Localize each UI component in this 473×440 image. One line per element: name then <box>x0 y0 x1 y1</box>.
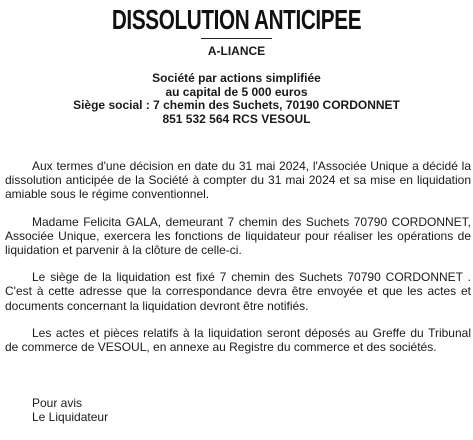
paragraph-filing: Les actes et pièces relatifs à la liquidation seront déposés au Greffe du Tribunal de commerce de VESOUL, en annexe au Registre du commerce et des sociétés. <box>5 325 471 355</box>
registered-office: Siège social : 7 chemin des Suchets, 70190 CORDONNET <box>73 98 400 112</box>
signature-liquidator: Le Liquidateur <box>32 410 109 425</box>
legal-form: Société par actions simplifiée <box>152 71 321 85</box>
paragraph-liquidation-seat: Le siège de la liquidation est fixé 7 chemin des Suchets 70790 CORDONNET . C'est à cette adresse que la correspondance devra être envoyée et que les actes et documents concernant la liquidation devront être notifiés. <box>5 270 471 313</box>
notice-title: DISSOLUTION ANTICIPEE <box>111 4 362 35</box>
rcs-registration: 851 532 564 RCS VESOUL <box>162 111 311 126</box>
paragraph-liquidator: Madame Felicita GALA, demeurant 7 chemin des Suchets 70790 CORDONNET, Associée Unique, exercera les fonctions de liquidateur pour réaliser les opérations de liquidation et parvenir à la clôture de celle-ci. <box>5 214 471 258</box>
notice-body <box>5 159 471 367</box>
signature-pour-avis: Pour avis <box>32 396 83 410</box>
company-info-block <box>0 72 473 126</box>
paragraph-decision: Aux termes d'une décision en date du 31 mai 2024, l'Associée Unique a décidé la dissolution anticipée de la Société à compter du 31 mai 2024 et sa mise en liquidation amiable sous le régime conventionnel. <box>5 159 471 202</box>
title-divider <box>201 38 272 39</box>
signature-block <box>32 396 108 424</box>
share-capital: au capital de 5 000 euros <box>165 84 308 99</box>
company-name: A-LIANCE <box>207 44 266 58</box>
